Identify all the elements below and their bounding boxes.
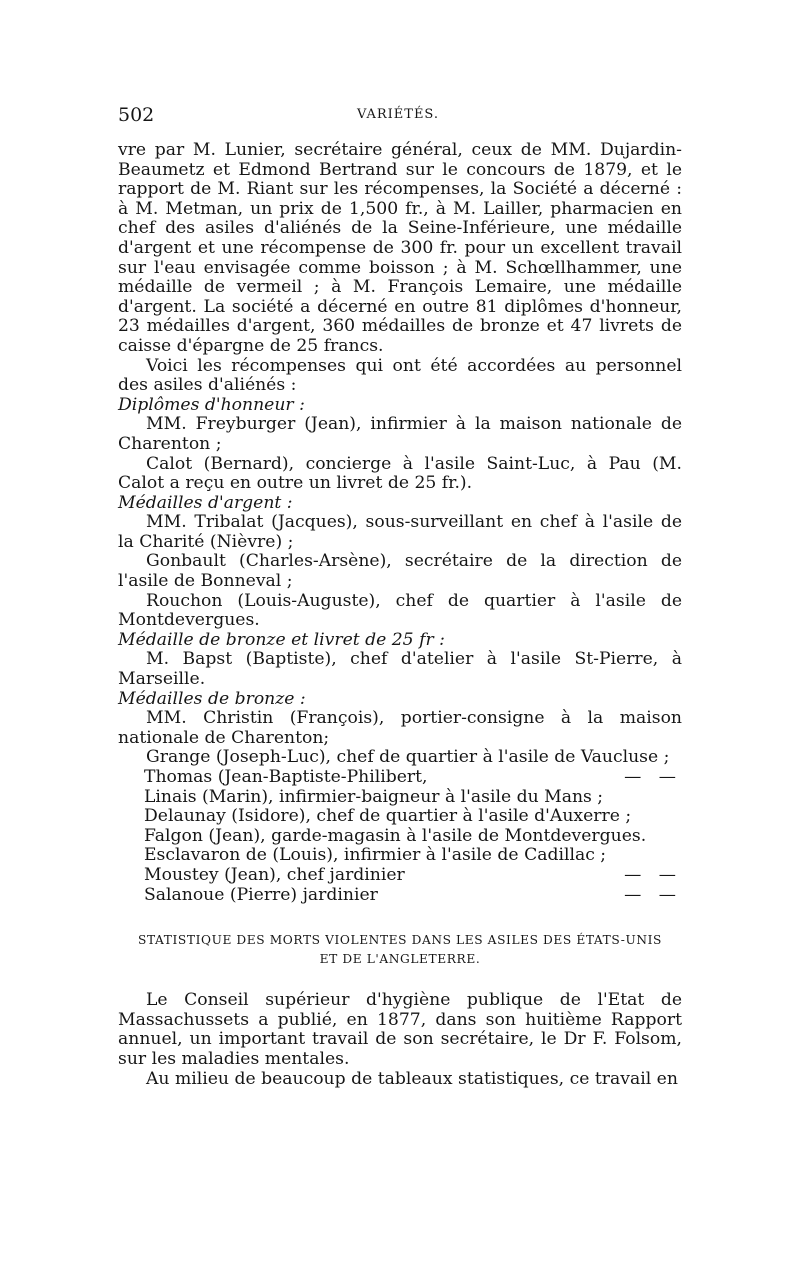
- heading-medaille-bronze-livret: Médaille de bronze et livret de 25 fr :: [118, 629, 445, 650]
- heading-diplomes: Diplômes d'honneur :: [118, 394, 305, 415]
- entry-christin: MM. Christin (François), portier-consigne à la maison nationale de Charenton;: [118, 708, 682, 748]
- list-item: Moustey (Jean), chef jardinier — —: [144, 864, 682, 885]
- paragraph-statistics: Au milieu de beaucoup de tableaux statistiques, ce travail en: [146, 1068, 678, 1089]
- entry-tribalat: MM. Tribalat (Jacques), sous-surveillant en chef à l'asile de la Charité (Nièvre) ;: [118, 512, 682, 552]
- page-header: [118, 104, 678, 128]
- page-number: 502: [118, 104, 155, 126]
- list-item: Esclavaron de (Louis), infirmier à l'asile de Cadillac ;: [144, 845, 607, 866]
- heading-medailles-argent: Médailles d'argent :: [118, 492, 293, 513]
- running-title: VARIÉTÉS.: [356, 107, 440, 122]
- heading-medailles-bronze: Médailles de bronze :: [118, 688, 306, 709]
- bronze-medal-list: [144, 768, 682, 905]
- list-item: Delaunay (Isidore), chef de quartier à l'asile d'Auxerre ;: [144, 806, 632, 827]
- entry-gonbault: Gonbault (Charles-Arsène), secrétaire de la direction de l'asile de Bonneval ;: [118, 551, 682, 592]
- section-title: STATISTIQUE DES MORTS VIOLENTES DANS LES ASILES DES ÉTATS-UNIS ET DE L'ANGLETERRE.: [138, 933, 662, 967]
- list-item: Linais (Marin), infirmier-baigneur à l'asile du Mans ;: [144, 786, 604, 807]
- entry-calot: Calot (Bernard), concierge à l'asile Saint-Luc, à Pau (M. Calot a reçu en outre un livret de 25 fr.).: [118, 453, 682, 494]
- list-item: Thomas (Jean-Baptiste-Philibert, — —: [144, 767, 682, 787]
- page-body: [118, 141, 682, 1089]
- entry-grange: Grange (Joseph-Luc), chef de quartier à l'asile de Vaucluse ;: [146, 747, 670, 768]
- entry-freyburger: MM. Freyburger (Jean), infirmier à la maison nationale de Charenton ;: [118, 414, 682, 454]
- paragraph-awards-intro: vre par M. Lunier, secrétaire général, ceux de MM. Dujardin-Beaumetz et Edmond Bertrand sur le concours de 1879, et le rapport de M. Riant sur les récompenses, la Société a décerné : à M. Metman, un prix de 1,500 fr., à M. Lailler, pharmacien en chef des asiles d'aliénés de la Seine-Inférieure, une médaille d'argent et une récompense de 300 fr. pour un excellent travail sur l'eau envisagée comme boisson ; à M. Schœllhammer, une médaille de vermeil ; à M. François Lemaire, une médaille d'argent. La société a décerné en outre 81 diplômes d'honneur, 23 médailles d'argent, 360 médailles de bronze et 47 livrets de caisse d'épargne de 25 francs.: [118, 140, 682, 356]
- list-item: Falgon (Jean), garde-magasin à l'asile de Montdevergues.: [144, 825, 647, 846]
- entry-rouchon: Rouchon (Louis-Auguste), chef de quartier à l'asile de Montdevergues.: [118, 590, 682, 631]
- list-item: Salanoue (Pierre) jardinier — —: [144, 884, 682, 905]
- paragraph-staff-intro: Voici les récompenses qui ont été accordées au personnel des asiles d'aliénés :: [118, 355, 682, 396]
- entry-bapst: M. Bapst (Baptiste), chef d'atelier à l'asile St-Pierre, à Marseille.: [118, 649, 682, 690]
- paragraph-massachusetts-report: Le Conseil supérieur d'hygiène publique de l'Etat de Massachussets a publié, en 1877, dans son huitième Rapport annuel, un important travail de son secrétaire, le Dr F. Folsom, sur les maladies mentales.: [118, 990, 682, 1069]
